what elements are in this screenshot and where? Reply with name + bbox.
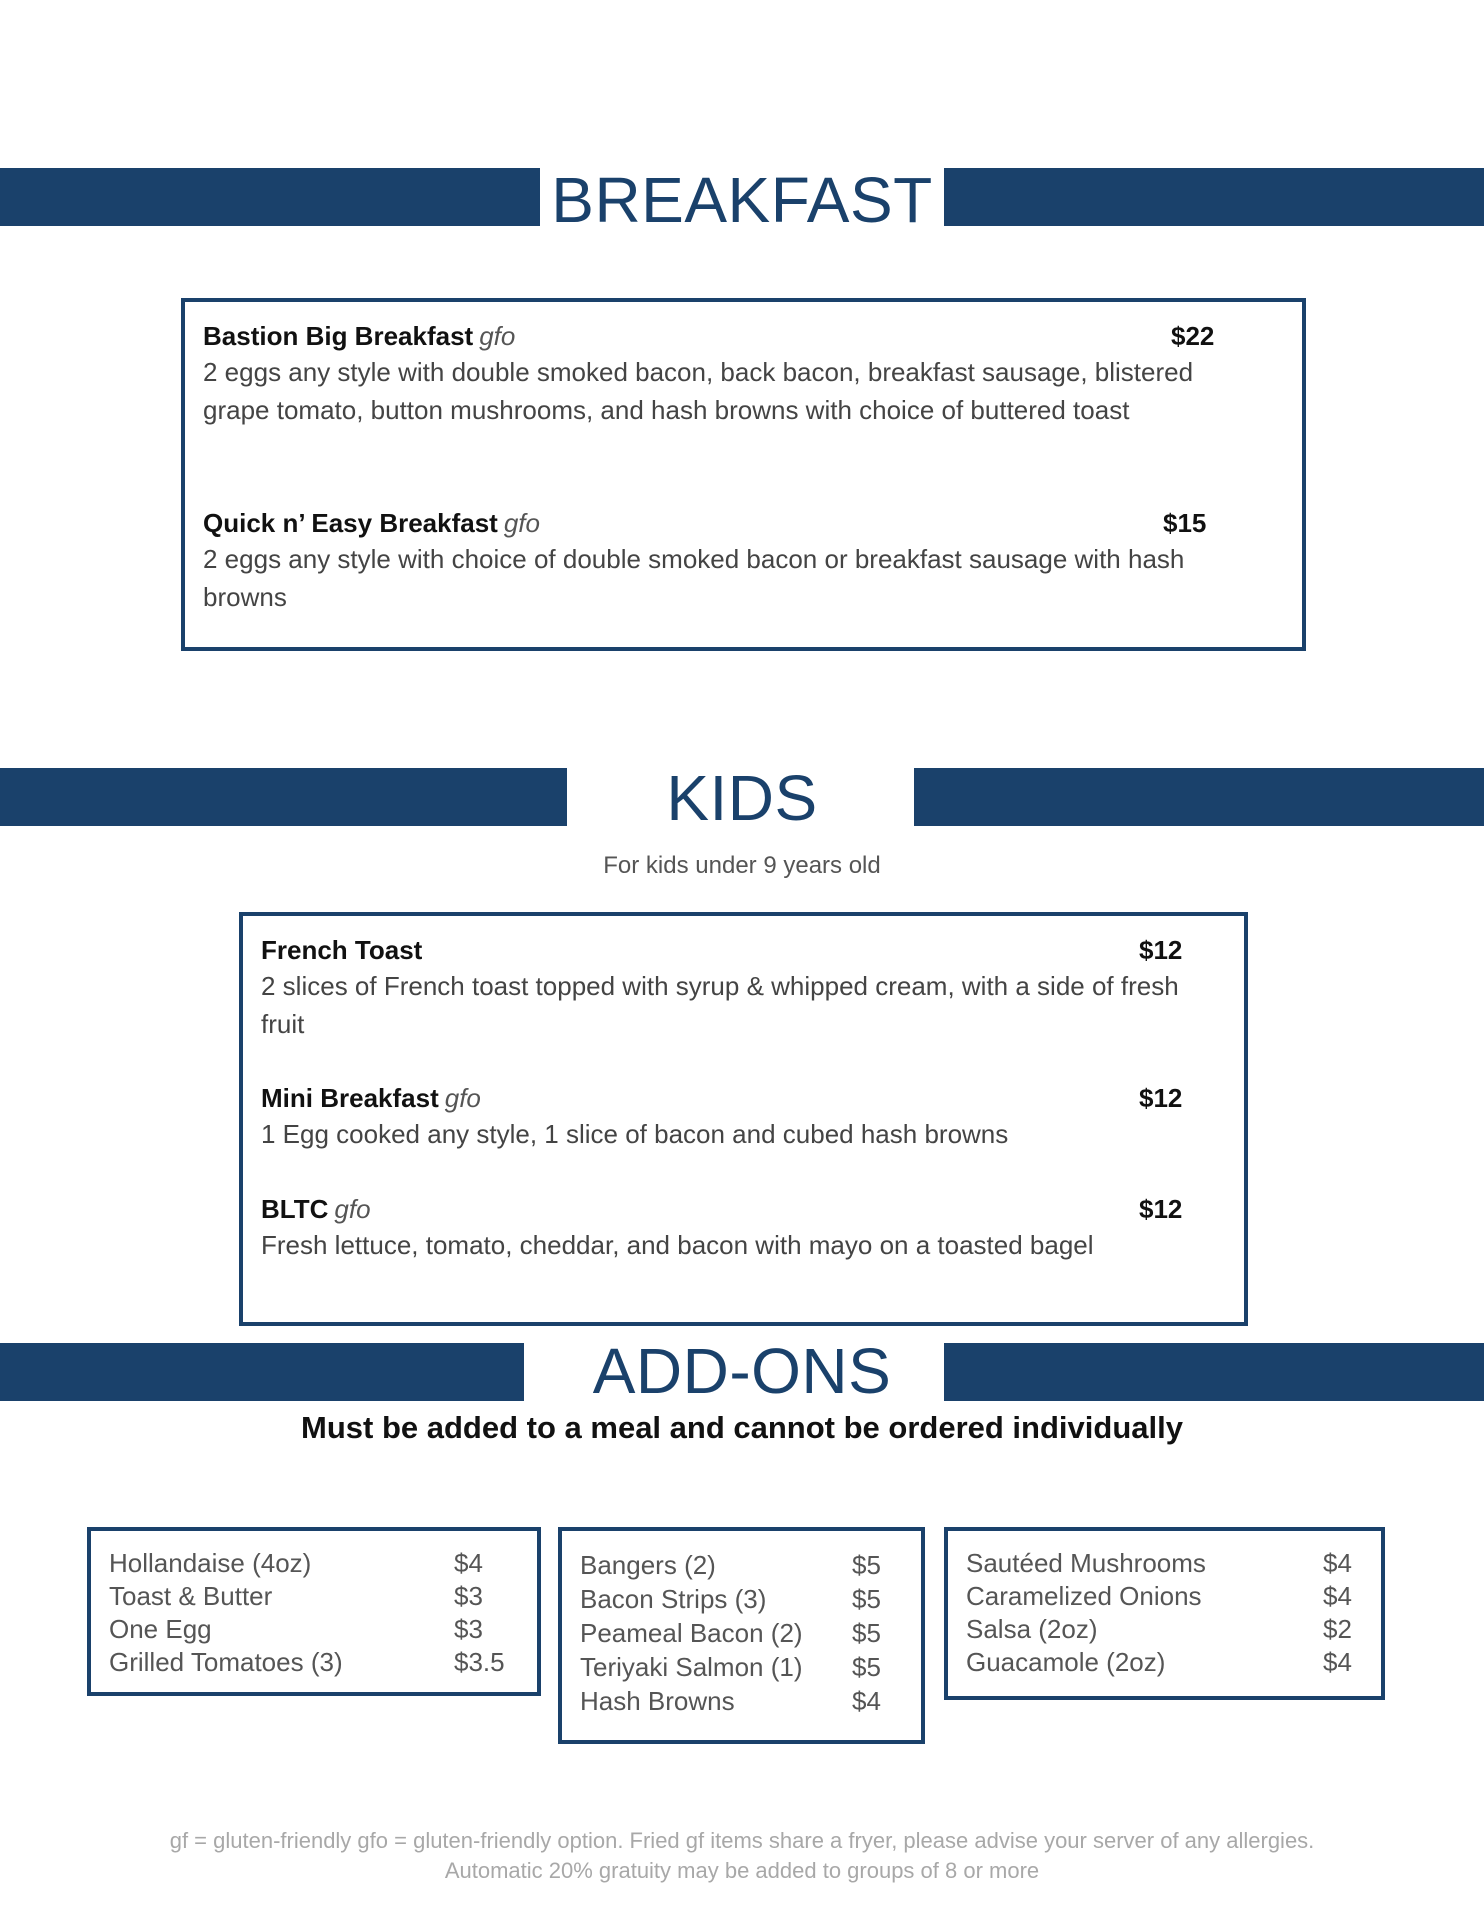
addon-price: $4 xyxy=(1323,1548,1352,1578)
addon-price: $4 xyxy=(454,1548,483,1578)
addon-row xyxy=(966,1580,1363,1613)
addons-title: ADD-ONS xyxy=(592,1335,892,1407)
addon-name: Hash Browns xyxy=(580,1686,735,1716)
item-name: French Toast xyxy=(261,935,423,965)
addons-note: Must be added to a meal and cannot be ordered individually xyxy=(301,1410,1183,1445)
addon-price: $3 xyxy=(454,1614,483,1644)
addon-price: $5 xyxy=(852,1652,881,1682)
item-price: $12 xyxy=(1139,1083,1183,1113)
item-description: 1 Egg cooked any style, 1 slice of bacon and cubed hash browns xyxy=(261,1119,1009,1149)
item-name: Mini Breakfast xyxy=(261,1083,439,1113)
breakfast-title: BREAKFAST xyxy=(551,164,933,236)
addon-price: $5 xyxy=(852,1618,881,1648)
gfo-tag: gfo xyxy=(334,1194,371,1224)
footer-allergy-note: gf = gluten-friendly gfo = gluten-friendly option. Fried gf items share a fryer, please advise your server of any allergies. xyxy=(169,1828,1315,1853)
gfo-tag: gfo xyxy=(503,508,540,538)
addon-row xyxy=(109,1646,519,1679)
addon-row xyxy=(966,1613,1363,1646)
menu-item-mini-breakfast xyxy=(261,1080,1226,1154)
addon-name: Guacamole (2oz) xyxy=(966,1647,1166,1677)
addon-row xyxy=(109,1547,519,1580)
item-name: Bastion Big Breakfast xyxy=(203,321,474,351)
addon-price: $4 xyxy=(852,1686,881,1716)
menu-item-french-toast xyxy=(261,932,1226,1043)
addons-box-meats xyxy=(558,1527,925,1744)
addon-price: $3 xyxy=(454,1581,483,1611)
kids-menu-box xyxy=(239,912,1248,1326)
gfo-tag: gfo xyxy=(444,1083,481,1113)
addon-row xyxy=(580,1549,903,1582)
item-price: $12 xyxy=(1139,935,1183,965)
addon-name: Salsa (2oz) xyxy=(966,1614,1098,1644)
item-description: 2 slices of French toast topped with syrup & whipped cream, with a side of fresh fruit xyxy=(261,971,1179,1039)
addon-price: $2 xyxy=(1323,1614,1352,1644)
addon-row xyxy=(966,1646,1363,1679)
addon-row xyxy=(109,1613,519,1646)
item-price: $22 xyxy=(1171,321,1215,351)
item-price: $12 xyxy=(1139,1194,1183,1224)
addon-price: $5 xyxy=(852,1550,881,1580)
menu-item-bltc xyxy=(261,1191,1226,1265)
item-name: Quick n’ Easy Breakfast xyxy=(203,508,498,538)
addon-name: Grilled Tomatoes (3) xyxy=(109,1647,343,1677)
addon-name: Toast & Butter xyxy=(109,1581,273,1611)
addons-box-sauces-sides xyxy=(87,1527,541,1696)
addon-name: Bacon Strips (3) xyxy=(580,1584,767,1614)
item-description: 2 eggs any style with choice of double smoked bacon or breakfast sausage with hash browns xyxy=(203,544,1185,612)
kids-title: KIDS xyxy=(666,762,818,834)
addon-name: Teriyaki Salmon (1) xyxy=(580,1652,803,1682)
addon-price: $4 xyxy=(1323,1647,1352,1677)
addon-price: $5 xyxy=(852,1584,881,1614)
menu-item-quick-n-easy-breakfast xyxy=(203,505,1284,616)
addon-row xyxy=(580,1617,903,1650)
addon-name: Sautéed Mushrooms xyxy=(966,1548,1206,1578)
addon-price: $3.5 xyxy=(454,1647,505,1677)
item-name: BLTC xyxy=(261,1194,329,1224)
addon-row xyxy=(966,1547,1363,1580)
addons-box-toppings xyxy=(944,1527,1385,1700)
menu-item-bastion-big-breakfast xyxy=(203,318,1284,429)
addon-name: Peameal Bacon (2) xyxy=(580,1618,803,1648)
item-description: 2 eggs any style with double smoked bacon, back bacon, breakfast sausage, blistered grape tomato, button mushrooms, and hash browns with choice of buttered toast xyxy=(203,357,1194,425)
addon-name: Caramelized Onions xyxy=(966,1581,1202,1611)
item-price: $15 xyxy=(1163,508,1207,538)
addon-price: $4 xyxy=(1323,1581,1352,1611)
addon-name: Bangers (2) xyxy=(580,1550,716,1580)
addon-name: Hollandaise (4oz) xyxy=(109,1548,312,1578)
gfo-tag: gfo xyxy=(479,321,516,351)
addon-row xyxy=(580,1651,903,1684)
breakfast-menu-box xyxy=(181,298,1306,651)
addon-row xyxy=(109,1580,519,1613)
item-description: Fresh lettuce, tomato, cheddar, and bacon with mayo on a toasted bagel xyxy=(261,1230,1094,1260)
footer-gratuity-note: Automatic 20% gratuity may be added to groups of 8 or more xyxy=(444,1858,1040,1883)
addon-row xyxy=(580,1685,903,1718)
addon-name: One Egg xyxy=(109,1614,212,1644)
addon-row xyxy=(580,1583,903,1616)
kids-subtitle: For kids under 9 years old xyxy=(603,852,881,879)
